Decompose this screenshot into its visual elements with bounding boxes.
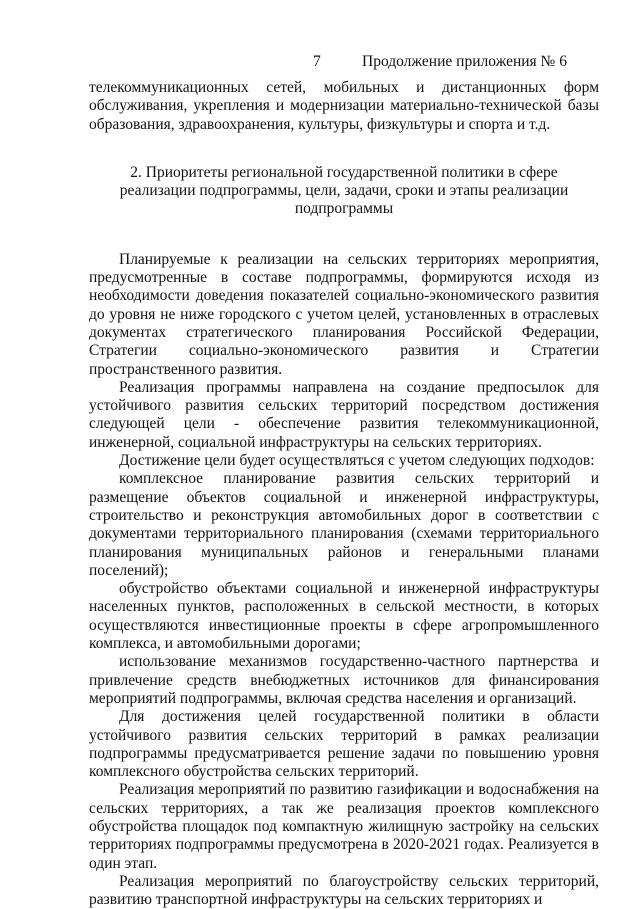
paragraph-landscaping: Реализация мероприятий по благоустройству сельских территорий, развитию транспортной инфраструктуры на сельских территориях и [89, 872, 599, 909]
paragraph-planned-measures: Планируемые к реализации на сельских территориях мероприятия, предусмотренные в составе подпрограммы, формируются исходя из необходимости доведения показателей социально-экономического развития до уровня не ниже городского с учетом целей, установленных в отраслевых документах стратегического планирования Российской Федерации, Стратегии социально-экономического развития и Стратегии пространственного развития. [89, 250, 599, 378]
paragraph-gasification: Реализация мероприятий по развитию газификации и водоснабжения на сельских территориях, а так же реализация проектов комплексного обустройства площадок под компактную жилищную застройку на сельских территориях подпрограммы предусмотрена в 2020-2021 годах. Реализуется в один этап. [89, 781, 599, 872]
document-body [89, 79, 599, 909]
paragraph-approach-planning: комплексное планирование развития сельских территорий и размещение объектов социальной и инженерной инфраструктуры, строительство и реконструкция автомобильных дорог в соответствии с документами территориального планирования (схемами территориального планирования муниципальных районов и генеральными планами поселений); [89, 470, 599, 579]
page-number: 7 [313, 53, 321, 70]
paragraph-program-goal: Реализация программы направлена на создание предпосылок для устойчивого развития сельских территорий посредством достижения следующей цели - обеспечение развития телекоммуникационной, инженерной, социальной инфраструктуры на сельских территориях. [89, 378, 599, 451]
paragraph-approach-infrastructure: обустройство объектами социальной и инженерной инфраструктуры населенных пунктов, расположенных в сельской местности, в которых осуществляются инвестиционные проекты в сфере агропромышленного комплекса, и автомобильными дорогами; [89, 580, 599, 653]
paragraph-approach-partnership: использование механизмов государственно-частного партнерства и привлечение средств внебюджетных источников для финансирования мероприятий подпрограммы, включая средства населения и организаций. [89, 653, 599, 707]
paragraph-continuation: телекоммуникационных сетей, мобильных и дистанционных форм обслуживания, укрепления и модернизации материально-технической базы образования, здравоохранения, культуры, физкультуры и спорта и т.д. [89, 79, 599, 133]
appendix-continuation-note: Продолжение приложения № 6 [362, 53, 567, 70]
page-header [0, 53, 640, 75]
paragraph-policy-tasks: Для достижения целей государственной политики в области устойчивого развития сельских территорий в рамках реализации подпрограммы предусматривается решение задачи по повышению уровня комплексного обустройства сельских территорий. [89, 708, 599, 781]
section-heading: 2. Приоритеты региональной государственной политики в сфере реализации подпрограммы, цели, задачи, сроки и этапы реализации подпрограммы [119, 163, 569, 218]
paragraph-approaches-intro: Достижение цели будет осуществляться с учетом следующих подходов: [119, 452, 595, 470]
